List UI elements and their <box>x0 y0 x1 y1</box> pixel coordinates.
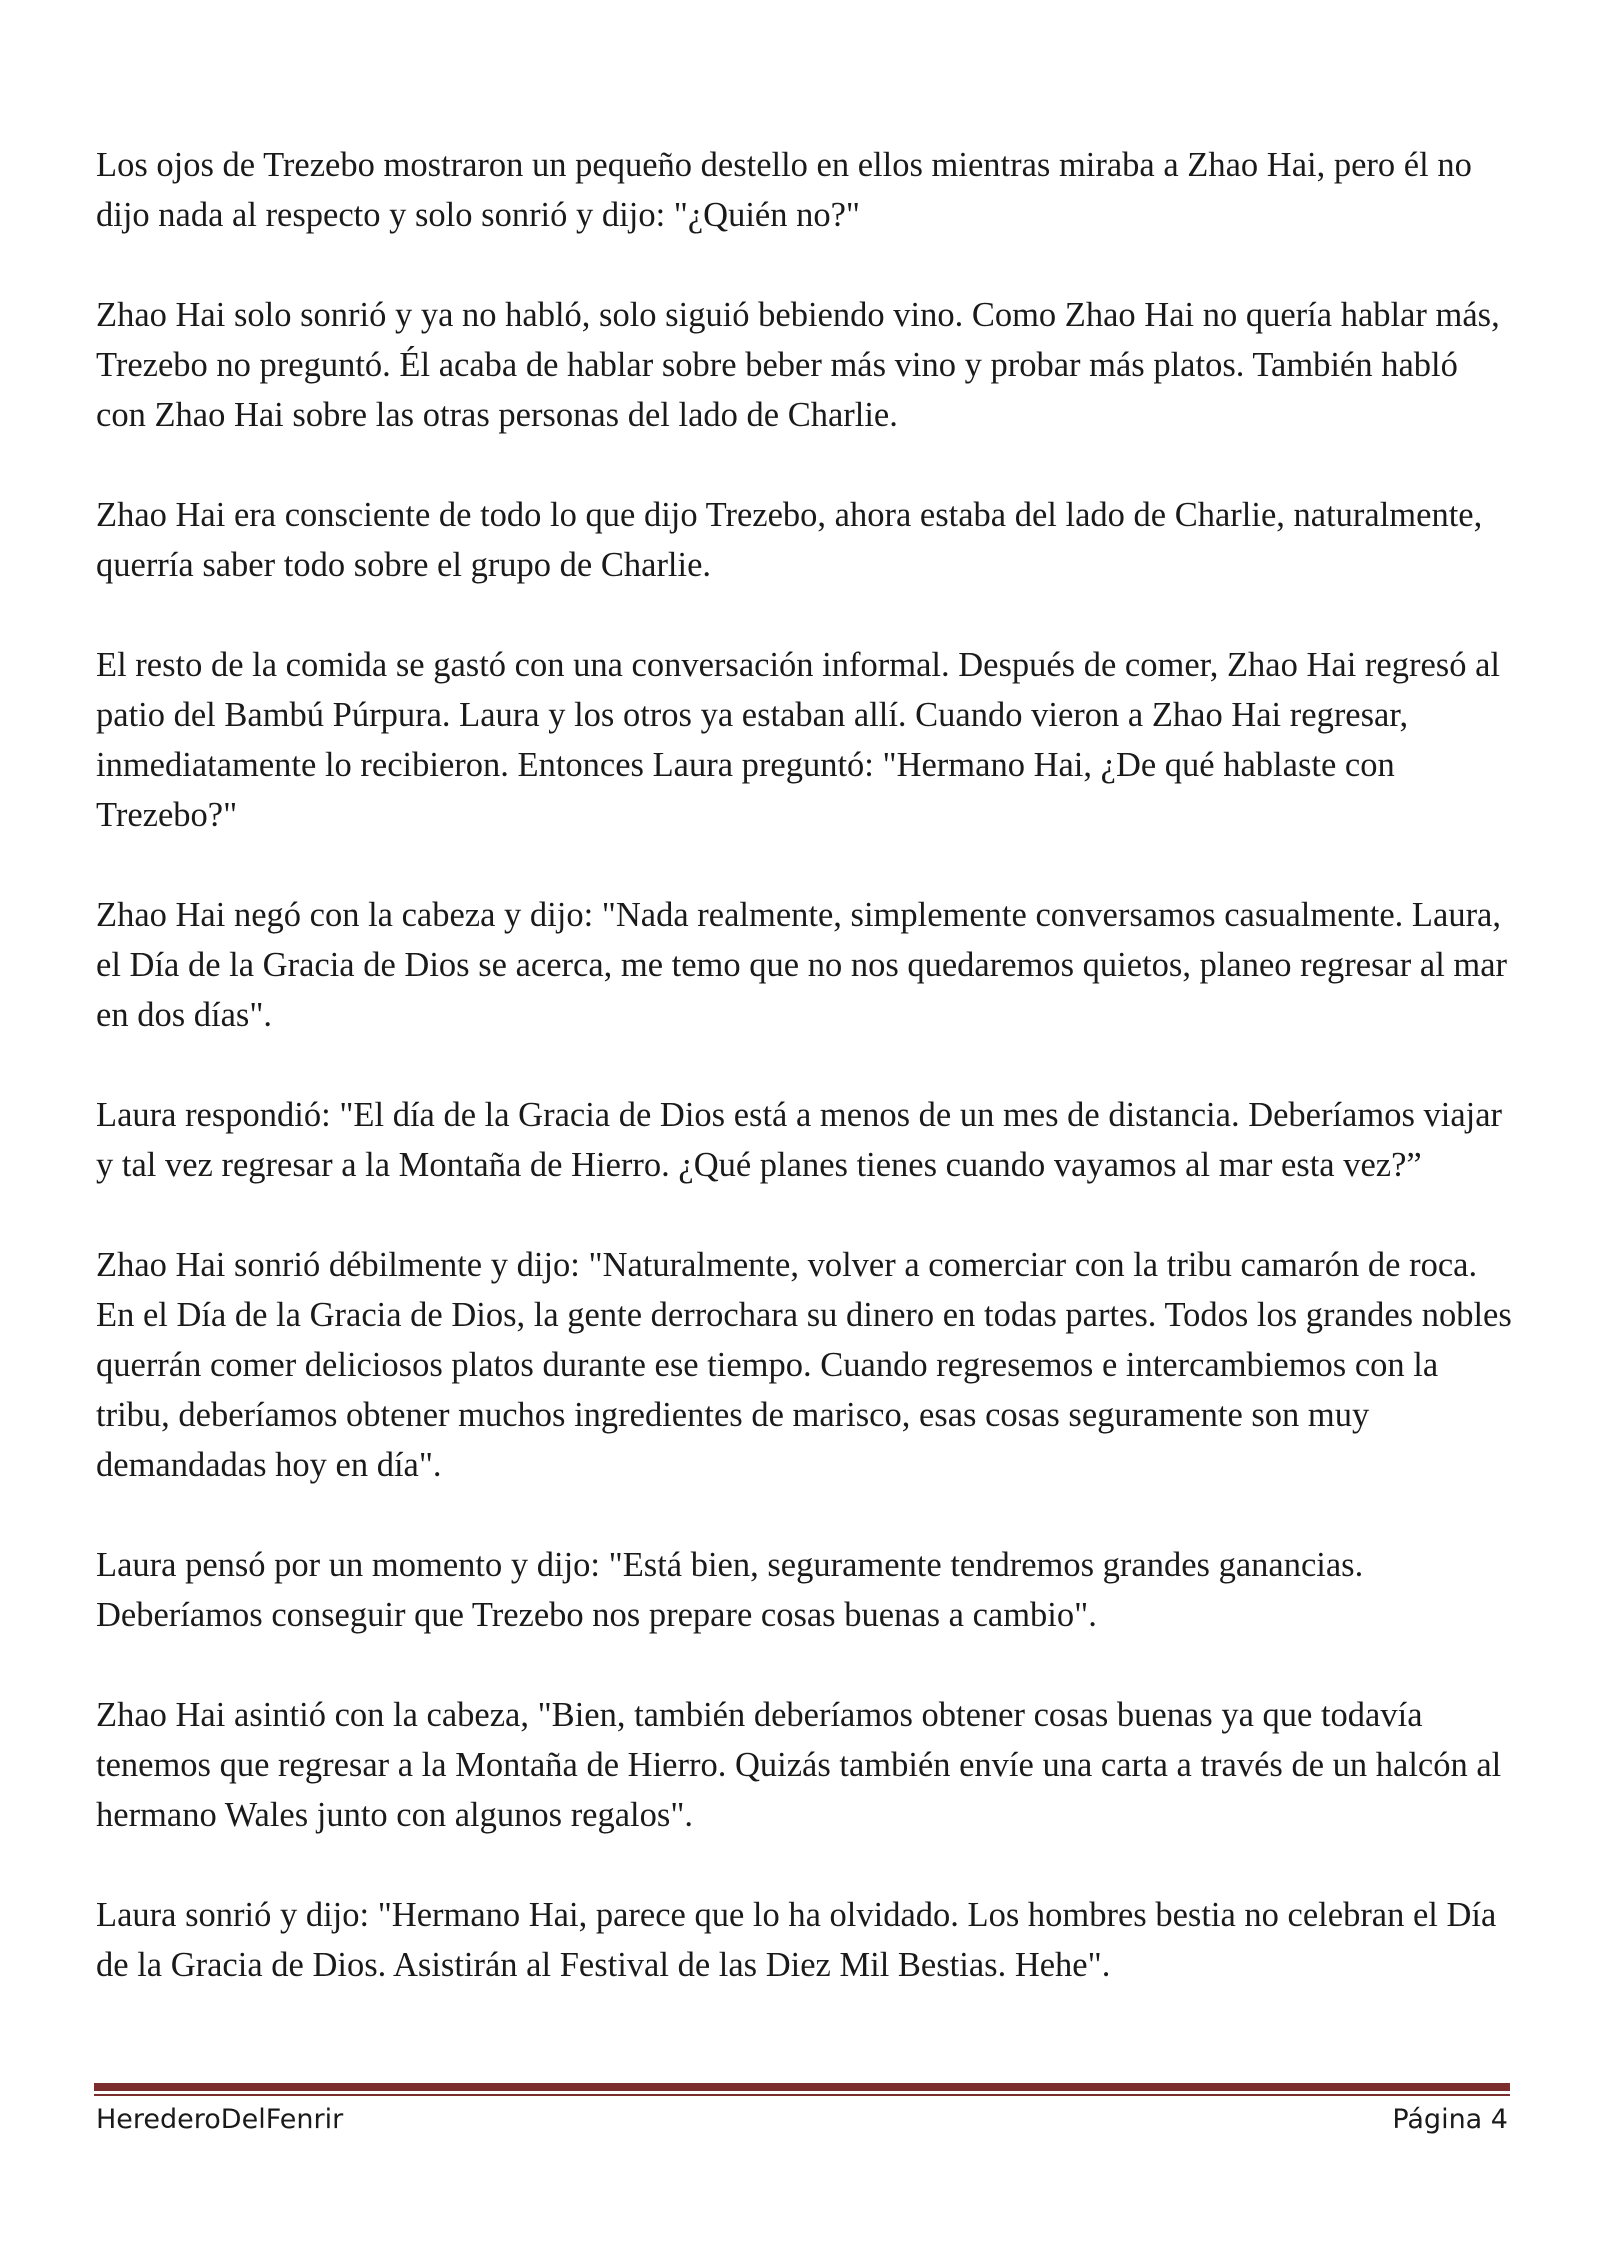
paragraph-9: Zhao Hai asintió con la cabeza, "Bien, también deberíamos obtener cosas buenas ya que todavía tenemos que regresar a la Montaña de Hierro. Quizás también envíe una carta a través de un halcón al hermano Wales junto con algunos regalos". <box>96 1696 1502 1834</box>
paragraph-10: Laura sonrió y dijo: "Hermano Hai, parece que lo ha olvidado. Los hombres bestia no celebran el Día de la Gracia de Dios. Asistirán al Festival de las Diez Mil Bestias. Hehe". <box>96 1896 1497 1984</box>
paragraph-4: El resto de la comida se gastó con una conversación informal. Después de comer, Zhao Hai regresó al patio del Bambú Púrpura. Laura y los otros ya estaban allí. Cuando vieron a Zhao Hai regresar, inmediatamente lo recibieron. Entonces Laura preguntó: "Hermano Hai, ¿De qué hablaste con Trezebo?" <box>96 646 1500 834</box>
paragraph-2: Zhao Hai solo sonrió y ya no habló, solo siguió bebiendo vino. Como Zhao Hai no quería hablar más, Trezebo no preguntó. Él acaba de hablar sobre beber más vino y probar más platos. También habló con Zhao Hai sobre las otras personas del lado de Charlie. <box>96 296 1500 434</box>
paragraph-3: Zhao Hai era consciente de todo lo que dijo Trezebo, ahora estaba del lado de Charlie, naturalmente, querría saber todo sobre el grupo de Charlie. <box>96 496 1483 584</box>
paragraph-8: Laura pensó por un momento y dijo: "Está bien, seguramente tendremos grandes ganancias. Deberíamos conseguir que Trezebo nos prepare cosas buenas a cambio". <box>96 1546 1364 1634</box>
body-text <box>96 140 1516 2040</box>
footer-rule-thin <box>94 2094 1510 2096</box>
paragraph-5: Zhao Hai negó con la cabeza y dijo: "Nada realmente, simplemente conversamos casualmente. Laura, el Día de la Gracia de Dios se acerca, me temo que no nos quedaremos quietos, planeo regresar al mar en dos días". <box>96 896 1508 1034</box>
paragraph-1: Los ojos de Trezebo mostraron un pequeño destello en ellos mientras miraba a Zhao Hai, pero él no dijo nada al respecto y solo sonrió y dijo: "¿Quién no?" <box>96 146 1472 234</box>
paragraph-7: Zhao Hai sonrió débilmente y dijo: "Naturalmente, volver a comerciar con la tribu camarón de roca. En el Día de la Gracia de Dios, la gente derrochara su dinero en todas partes. Todos los grandes nobles querrán comer deliciosos platos durante ese tiempo. Cuando regresemos e intercambiemos con la tribu, deberíamos obtener muchos ingredientes de marisco, esas cosas seguramente son muy demandadas hoy en día". <box>96 1246 1512 1484</box>
paragraph-6: Laura respondió: "El día de la Gracia de Dios está a menos de un mes de distancia. Deberíamos viajar y tal vez regresar a la Montaña de Hierro. ¿Qué planes tienes cuando vayamos al mar esta vez?” <box>96 1096 1503 1184</box>
footer-page-number: Página 4 <box>1392 2104 1508 2135</box>
footer-author: HerederoDelFenrir <box>96 2104 344 2135</box>
footer-rule-thick <box>94 2083 1510 2091</box>
